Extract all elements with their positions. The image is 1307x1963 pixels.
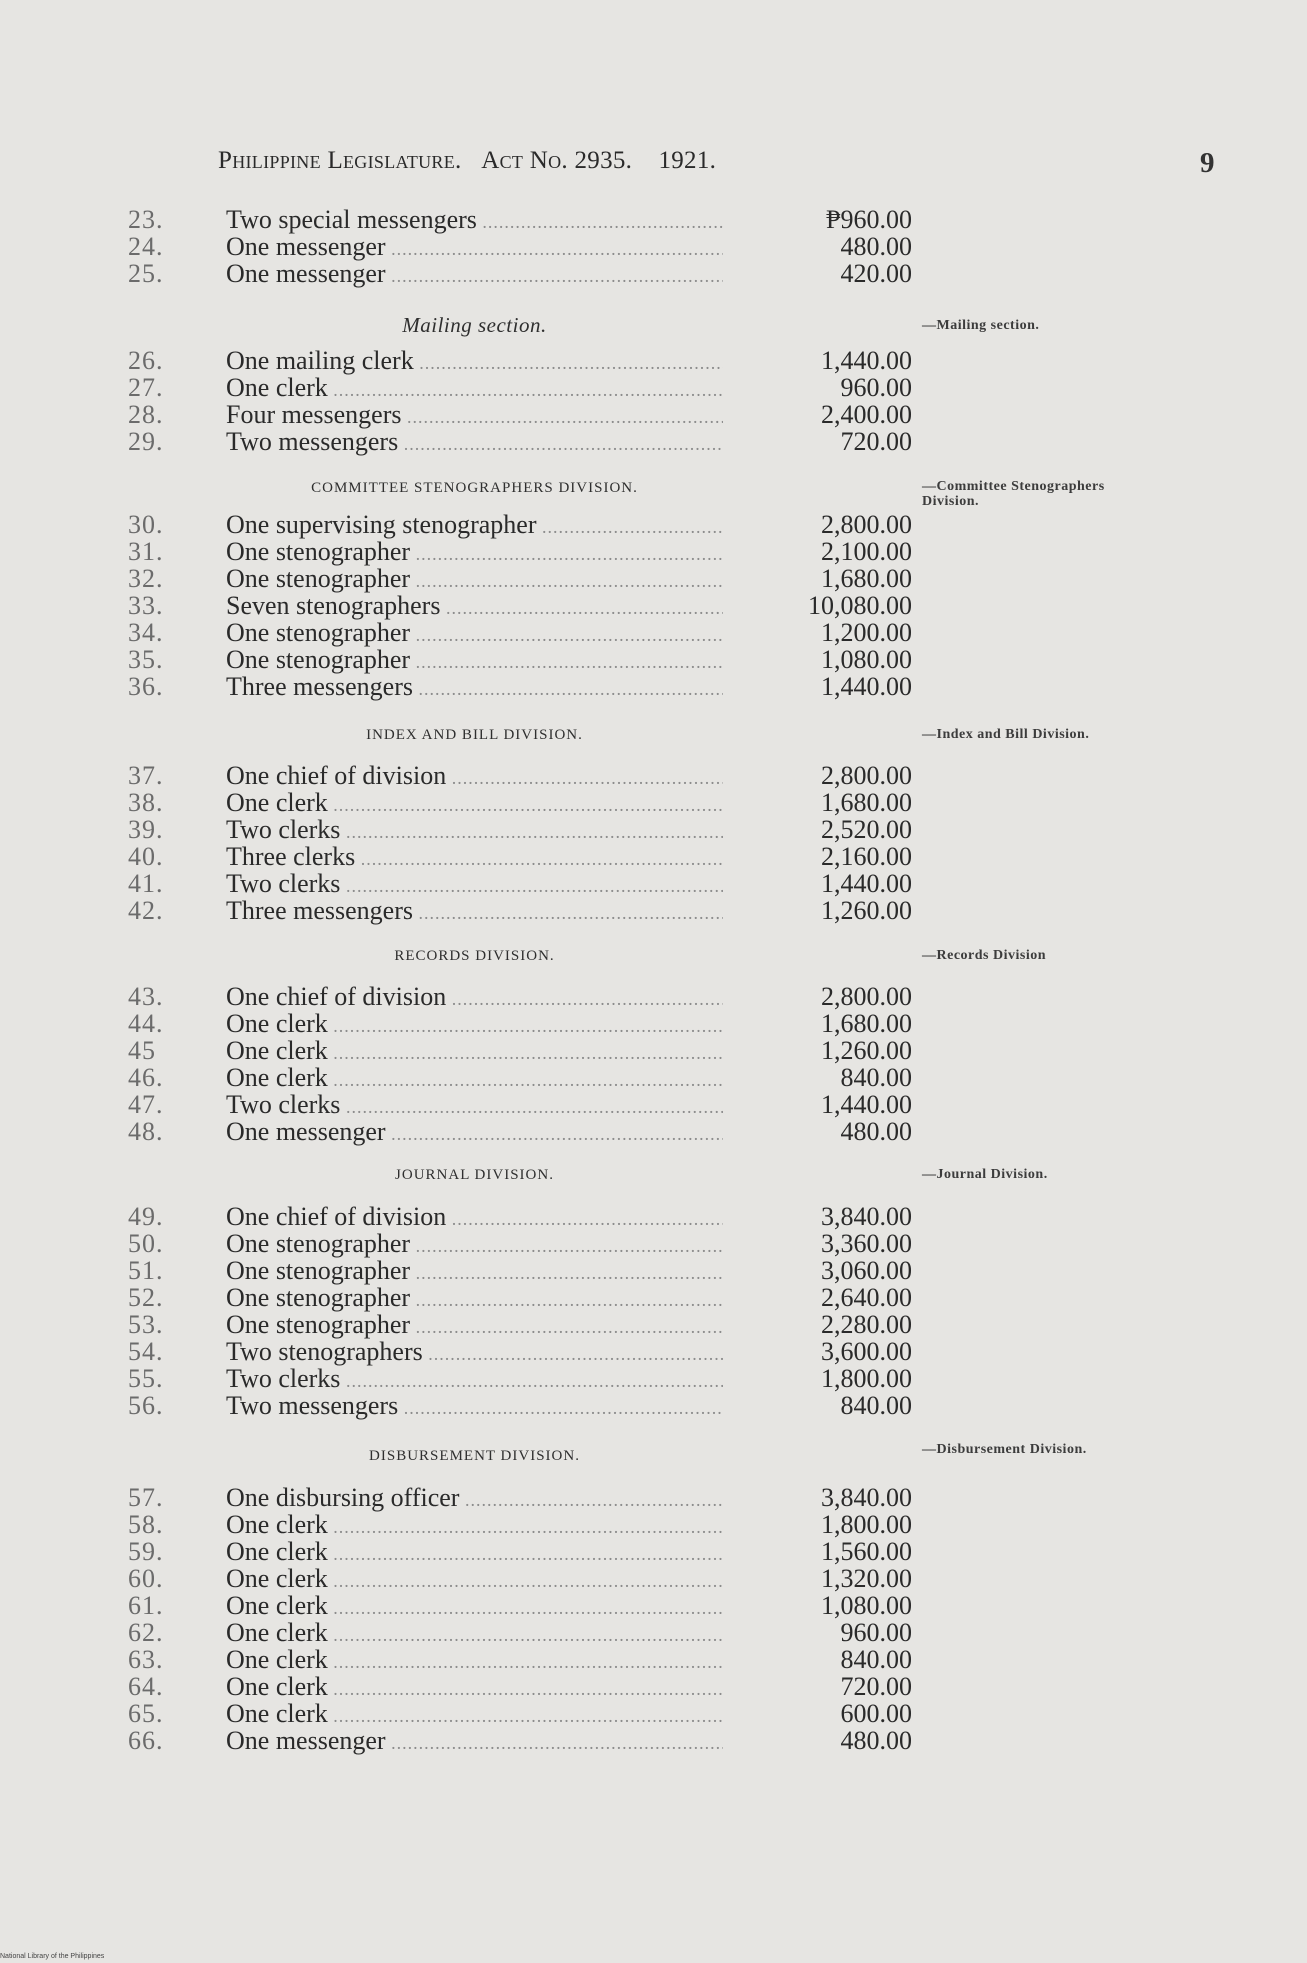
line-item bbox=[0, 870, 1307, 898]
item-description: Two clerks ..... bbox=[226, 870, 723, 900]
item-number: 49. bbox=[128, 1202, 164, 1231]
item-description: Seven stenographers ..... bbox=[226, 592, 723, 622]
line-item bbox=[0, 592, 1307, 620]
item-number: 48. bbox=[128, 1117, 164, 1146]
line-item bbox=[0, 673, 1307, 701]
section-heading: RECORDS DIVISION. bbox=[394, 948, 555, 964]
line-item bbox=[0, 1037, 1307, 1065]
item-description: One stenographer ..... bbox=[226, 1284, 723, 1314]
item-number: 55. bbox=[128, 1364, 164, 1393]
item-description: One chief of division ..... bbox=[226, 983, 723, 1013]
item-description: One messenger ..... bbox=[226, 233, 723, 263]
item-description: One clerk ..... bbox=[226, 1673, 723, 1703]
line-item bbox=[0, 1257, 1307, 1285]
item-amount: 840.00 bbox=[840, 1063, 912, 1092]
item-description: One stenographer ..... bbox=[226, 619, 723, 649]
item-amount: 2,800.00 bbox=[821, 510, 912, 539]
item-description: One clerk ..... bbox=[226, 1619, 723, 1649]
item-description: One chief of division ..... bbox=[226, 1203, 723, 1233]
line-item bbox=[0, 816, 1307, 844]
item-description: Two clerks ..... bbox=[226, 1091, 723, 1121]
line-item bbox=[0, 260, 1307, 288]
line-item bbox=[0, 1118, 1307, 1146]
margin-note: —Disbursement Division. bbox=[922, 1442, 1087, 1457]
item-amount: 2,400.00 bbox=[821, 400, 912, 429]
item-description: Two stenographers ..... bbox=[226, 1338, 723, 1368]
item-amount: 3,060.00 bbox=[821, 1256, 912, 1285]
item-number: 25. bbox=[128, 259, 164, 288]
item-amount: 2,160.00 bbox=[821, 842, 912, 871]
line-item bbox=[0, 206, 1307, 234]
line-item bbox=[0, 1619, 1307, 1647]
margin-note: —Mailing section. bbox=[922, 318, 1040, 333]
item-amount: 1,080.00 bbox=[821, 645, 912, 674]
line-item bbox=[0, 1392, 1307, 1420]
item-number: 42. bbox=[128, 896, 164, 925]
item-amount: 3,840.00 bbox=[821, 1483, 912, 1512]
item-amount: 720.00 bbox=[840, 1672, 912, 1701]
item-description: One messenger ..... bbox=[226, 260, 723, 290]
item-amount: 1,260.00 bbox=[821, 896, 912, 925]
item-amount: 3,360.00 bbox=[821, 1229, 912, 1258]
item-description: One clerk ..... bbox=[226, 374, 723, 404]
item-number: 44. bbox=[128, 1009, 164, 1038]
line-item bbox=[0, 1484, 1307, 1512]
item-number: 38. bbox=[128, 788, 164, 817]
item-description: One clerk ..... bbox=[226, 1565, 723, 1595]
item-number: 59. bbox=[128, 1537, 164, 1566]
page-number: 9 bbox=[1200, 147, 1215, 179]
line-item bbox=[0, 1203, 1307, 1231]
item-number: 28. bbox=[128, 400, 164, 429]
item-number: 29. bbox=[128, 427, 164, 456]
line-item bbox=[0, 897, 1307, 925]
item-amount: 1,080.00 bbox=[821, 1591, 912, 1620]
legislature-title: Philippine Legislature. bbox=[218, 147, 462, 174]
item-description: Three messengers ..... bbox=[226, 897, 723, 927]
item-number: 63. bbox=[128, 1645, 164, 1674]
item-amount: 1,680.00 bbox=[821, 564, 912, 593]
item-description: One stenographer ..... bbox=[226, 1257, 723, 1287]
margin-note: —Index and Bill Division. bbox=[922, 727, 1090, 742]
item-amount: 960.00 bbox=[840, 1618, 912, 1647]
line-item bbox=[0, 1511, 1307, 1539]
line-item bbox=[0, 789, 1307, 817]
item-number: 50. bbox=[128, 1229, 164, 1258]
item-number: 51. bbox=[128, 1256, 164, 1285]
item-description: One clerk ..... bbox=[226, 789, 723, 819]
item-description: One clerk ..... bbox=[226, 1646, 723, 1676]
item-description: One clerk ..... bbox=[226, 1511, 723, 1541]
line-item bbox=[0, 1646, 1307, 1674]
item-amount: 480.00 bbox=[840, 232, 912, 261]
margin-note: —Records Division bbox=[922, 948, 1046, 963]
act-year: 1921. bbox=[658, 147, 717, 174]
item-description: One clerk ..... bbox=[226, 1010, 723, 1040]
item-description: Three messengers ..... bbox=[226, 673, 723, 703]
item-description: One clerk ..... bbox=[226, 1592, 723, 1622]
line-item bbox=[0, 347, 1307, 375]
footer-credit: National Library of the Philippines bbox=[0, 1953, 105, 1960]
item-number: 40. bbox=[128, 842, 164, 871]
line-item bbox=[0, 565, 1307, 593]
section-heading: INDEX AND BILL DIVISION. bbox=[366, 727, 583, 743]
item-number: 54. bbox=[128, 1337, 164, 1366]
item-description: One clerk ..... bbox=[226, 1700, 723, 1730]
item-amount: 420.00 bbox=[840, 259, 912, 288]
line-item bbox=[0, 374, 1307, 402]
item-description: One supervising stenographer ..... bbox=[226, 511, 723, 541]
item-amount: 1,440.00 bbox=[821, 672, 912, 701]
section-heading: DISBURSEMENT DIVISION. bbox=[369, 1448, 580, 1464]
item-description: Two special messengers ..... bbox=[226, 206, 723, 236]
item-number: 52. bbox=[128, 1283, 164, 1312]
item-amount: 1,440.00 bbox=[821, 1090, 912, 1119]
item-amount: 2,520.00 bbox=[821, 815, 912, 844]
item-amount: 1,200.00 bbox=[821, 618, 912, 647]
item-amount: 1,560.00 bbox=[821, 1537, 912, 1566]
item-amount: 2,800.00 bbox=[821, 982, 912, 1011]
item-description: Four messengers ..... bbox=[226, 401, 723, 431]
line-item bbox=[0, 1311, 1307, 1339]
page-header bbox=[218, 147, 716, 175]
margin-note: —Journal Division. bbox=[922, 1167, 1048, 1182]
item-amount: 1,260.00 bbox=[821, 1036, 912, 1065]
item-number: 46. bbox=[128, 1063, 164, 1092]
line-item bbox=[0, 538, 1307, 566]
item-amount: 2,280.00 bbox=[821, 1310, 912, 1339]
item-description: One messenger ..... bbox=[226, 1118, 723, 1148]
item-description: One disbursing officer ..... bbox=[226, 1484, 723, 1514]
item-description: Three clerks ..... bbox=[226, 843, 723, 873]
item-amount: 840.00 bbox=[840, 1391, 912, 1420]
line-item bbox=[0, 983, 1307, 1011]
item-description: One stenographer ..... bbox=[226, 565, 723, 595]
line-item bbox=[0, 1365, 1307, 1393]
item-number: 53. bbox=[128, 1310, 164, 1339]
item-description: One mailing clerk ..... bbox=[226, 347, 723, 377]
item-amount: 2,800.00 bbox=[821, 761, 912, 790]
item-number: 61. bbox=[128, 1591, 164, 1620]
item-amount: 600.00 bbox=[840, 1699, 912, 1728]
item-amount: 480.00 bbox=[840, 1726, 912, 1755]
item-number: 32. bbox=[128, 564, 164, 593]
item-amount: 1,800.00 bbox=[821, 1364, 912, 1393]
item-number: 58. bbox=[128, 1510, 164, 1539]
item-amount: 1,440.00 bbox=[821, 346, 912, 375]
line-item bbox=[0, 1565, 1307, 1593]
line-item bbox=[0, 843, 1307, 871]
line-item bbox=[0, 1091, 1307, 1119]
item-number: 34. bbox=[128, 618, 164, 647]
line-item bbox=[0, 1673, 1307, 1701]
item-number: 62. bbox=[128, 1618, 164, 1647]
item-amount: 2,100.00 bbox=[821, 537, 912, 566]
item-number: 24. bbox=[128, 232, 164, 261]
item-description: One stenographer ..... bbox=[226, 1230, 723, 1260]
line-item bbox=[0, 1338, 1307, 1366]
line-item bbox=[0, 619, 1307, 647]
line-item bbox=[0, 401, 1307, 429]
item-amount: 480.00 bbox=[840, 1117, 912, 1146]
line-item bbox=[0, 233, 1307, 261]
item-amount: ₱960.00 bbox=[826, 205, 912, 234]
item-number: 39. bbox=[128, 815, 164, 844]
item-description: Two messengers ..... bbox=[226, 1392, 723, 1422]
item-description: One chief of division ..... bbox=[226, 762, 723, 792]
section-heading: COMMITTEE STENOGRAPHERS DIVISION. bbox=[311, 480, 638, 496]
item-description: One stenographer ..... bbox=[226, 1311, 723, 1341]
item-number: 36. bbox=[128, 672, 164, 701]
line-item bbox=[0, 1592, 1307, 1620]
item-number: 31. bbox=[128, 537, 164, 566]
item-number: 23. bbox=[128, 205, 164, 234]
item-amount: 1,320.00 bbox=[821, 1564, 912, 1593]
item-description: Two messengers ..... bbox=[226, 428, 723, 458]
item-description: Two clerks ..... bbox=[226, 1365, 723, 1395]
line-item bbox=[0, 428, 1307, 456]
item-description: One clerk ..... bbox=[226, 1037, 723, 1067]
item-number: 65. bbox=[128, 1699, 164, 1728]
item-amount: 1,680.00 bbox=[821, 1009, 912, 1038]
line-item bbox=[0, 762, 1307, 790]
line-item bbox=[0, 1230, 1307, 1258]
item-number: 45 bbox=[128, 1036, 156, 1065]
item-amount: 2,640.00 bbox=[821, 1283, 912, 1312]
line-item bbox=[0, 1284, 1307, 1312]
line-item bbox=[0, 511, 1307, 539]
item-amount: 3,840.00 bbox=[821, 1202, 912, 1231]
item-number: 47. bbox=[128, 1090, 164, 1119]
item-description: One messenger ..... bbox=[226, 1727, 723, 1757]
item-amount: 3,600.00 bbox=[821, 1337, 912, 1366]
line-item bbox=[0, 1010, 1307, 1038]
line-item bbox=[0, 1064, 1307, 1092]
item-description: One stenographer ..... bbox=[226, 646, 723, 676]
item-amount: 1,440.00 bbox=[821, 869, 912, 898]
item-number: 37. bbox=[128, 761, 164, 790]
item-number: 26. bbox=[128, 346, 164, 375]
item-amount: 1,800.00 bbox=[821, 1510, 912, 1539]
section-heading: JOURNAL DIVISION. bbox=[395, 1167, 554, 1183]
item-amount: 720.00 bbox=[840, 427, 912, 456]
line-item bbox=[0, 1700, 1307, 1728]
item-number: 41. bbox=[128, 869, 164, 898]
item-number: 56. bbox=[128, 1391, 164, 1420]
item-number: 43. bbox=[128, 982, 164, 1011]
item-description: One clerk ..... bbox=[226, 1064, 723, 1094]
item-description: One stenographer ..... bbox=[226, 538, 723, 568]
line-item bbox=[0, 1727, 1307, 1755]
item-number: 66. bbox=[128, 1726, 164, 1755]
item-amount: 840.00 bbox=[840, 1645, 912, 1674]
item-description: Two clerks ..... bbox=[226, 816, 723, 846]
item-number: 60. bbox=[128, 1564, 164, 1593]
item-number: 30. bbox=[128, 510, 164, 539]
item-amount: 1,680.00 bbox=[821, 788, 912, 817]
line-item bbox=[0, 646, 1307, 674]
section-heading: Mailing section. bbox=[402, 313, 547, 337]
item-number: 35. bbox=[128, 645, 164, 674]
line-item bbox=[0, 1538, 1307, 1566]
act-number: Act No. 2935. bbox=[481, 147, 633, 174]
item-description: One clerk ..... bbox=[226, 1538, 723, 1568]
item-amount: 10,080.00 bbox=[808, 591, 912, 620]
item-number: 57. bbox=[128, 1483, 164, 1512]
margin-note: —Committee Stenographers Division. bbox=[922, 479, 1105, 509]
item-number: 64. bbox=[128, 1672, 164, 1701]
item-number: 33. bbox=[128, 591, 164, 620]
item-amount: 960.00 bbox=[840, 373, 912, 402]
item-number: 27. bbox=[128, 373, 164, 402]
